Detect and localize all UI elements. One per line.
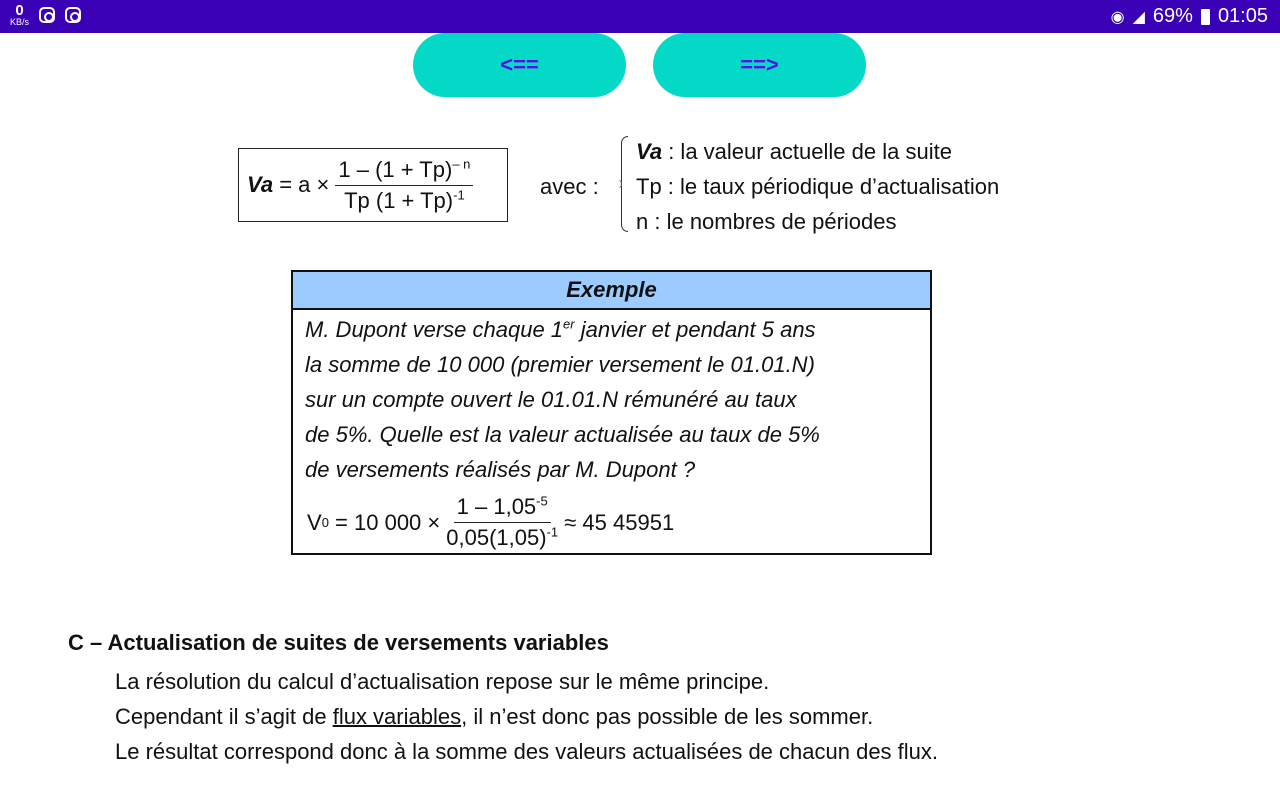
clock: 01:05 bbox=[1217, 5, 1268, 27]
calc-lhs: V bbox=[307, 509, 322, 535]
previous-button[interactable]: <== bbox=[413, 33, 626, 97]
body-line: Le résultat correspond donc à la somme des valeurs actualisées de chacun des flux. bbox=[115, 739, 939, 764]
instagram-icon bbox=[39, 7, 55, 23]
formula-eq: = a × bbox=[279, 172, 330, 197]
next-button[interactable]: ==> bbox=[653, 33, 866, 97]
example-line: sur un compte ouvert le 01.01.N rémunéré au taux bbox=[305, 387, 797, 412]
network-speed bbox=[10, 3, 29, 27]
example-calculation: V 0 = 10 000 × $\frac{1 - 1,05^{-5}}{0,05(1,05)^{-1}}$ ≈ 45 45951 bbox=[307, 493, 675, 550]
definition-text: : le taux périodique d’actualisation bbox=[661, 174, 1000, 199]
definition-symbol: Va bbox=[636, 139, 663, 164]
body-text: , il n’est donc pas possible de les sommer. bbox=[461, 704, 874, 729]
numerator-exponent: – n bbox=[452, 156, 471, 172]
definition-symbol: n bbox=[636, 209, 649, 234]
definitions bbox=[636, 134, 999, 239]
example-line: M. Dupont verse chaque 1 bbox=[305, 317, 564, 342]
numerator-exponent: -5 bbox=[536, 493, 548, 509]
calc-denominator: 0,05(1,05) bbox=[446, 525, 547, 550]
avec-label: avec : bbox=[540, 174, 599, 199]
denominator-exponent: -1 bbox=[546, 524, 559, 540]
definition-item bbox=[636, 169, 999, 204]
section-title: C – Actualisation de suites de versements variables bbox=[68, 630, 609, 655]
calc-result: ≈ 45 45951 bbox=[564, 509, 675, 535]
calc-fraction bbox=[446, 494, 558, 551]
calc-numerator: 1 – 1,05 bbox=[456, 494, 537, 519]
superscript: er bbox=[563, 316, 575, 332]
section-body bbox=[115, 664, 938, 769]
signal-icon: ◢ bbox=[1132, 8, 1145, 26]
example-text bbox=[293, 310, 930, 487]
underlined-term: flux variables bbox=[332, 704, 462, 729]
brace bbox=[616, 136, 628, 232]
example-line: la somme de 10 000 (premier versement le 01.01.N) bbox=[305, 352, 815, 377]
example-line: de versements réalisés par M. Dupont ? bbox=[305, 457, 696, 482]
definition-text: : la valeur actuelle de la suite bbox=[662, 139, 952, 164]
denominator-exponent: -1 bbox=[453, 187, 465, 203]
formula-numerator: 1 – (1 + Tp) bbox=[338, 156, 453, 182]
body-line: La résolution du calcul d’actualisation repose sur le même principe. bbox=[115, 669, 770, 694]
example-box bbox=[291, 270, 932, 555]
example-line: de 5%. Quelle est la valeur actualisée au taux de 5% bbox=[305, 422, 820, 447]
body-text: Cependant il s’agit de bbox=[115, 704, 333, 729]
status-bar bbox=[0, 0, 1280, 33]
speed-unit: KB/s bbox=[10, 17, 30, 27]
body-line bbox=[115, 699, 938, 734]
battery-icon bbox=[1201, 9, 1210, 25]
example-line: janvier et pendant 5 ans bbox=[574, 317, 816, 342]
definition-item bbox=[636, 204, 999, 239]
formula-lhs: Va bbox=[247, 172, 274, 197]
definition-item bbox=[636, 134, 999, 169]
formula-fraction bbox=[335, 157, 473, 214]
wifi-icon: ◉ bbox=[1110, 8, 1125, 26]
formula-denominator: Tp (1 + Tp) bbox=[344, 187, 454, 213]
definition-symbol: Tp bbox=[636, 174, 662, 199]
example-title: Exemple bbox=[293, 272, 930, 310]
battery-percent: 69% bbox=[1152, 5, 1193, 27]
formula-box bbox=[238, 148, 508, 222]
instagram-icon bbox=[65, 7, 81, 23]
definition-text: : le nombres de périodes bbox=[648, 209, 897, 234]
calc-eq: = 10 000 × bbox=[335, 509, 441, 535]
speed-value: 0 bbox=[15, 2, 24, 19]
